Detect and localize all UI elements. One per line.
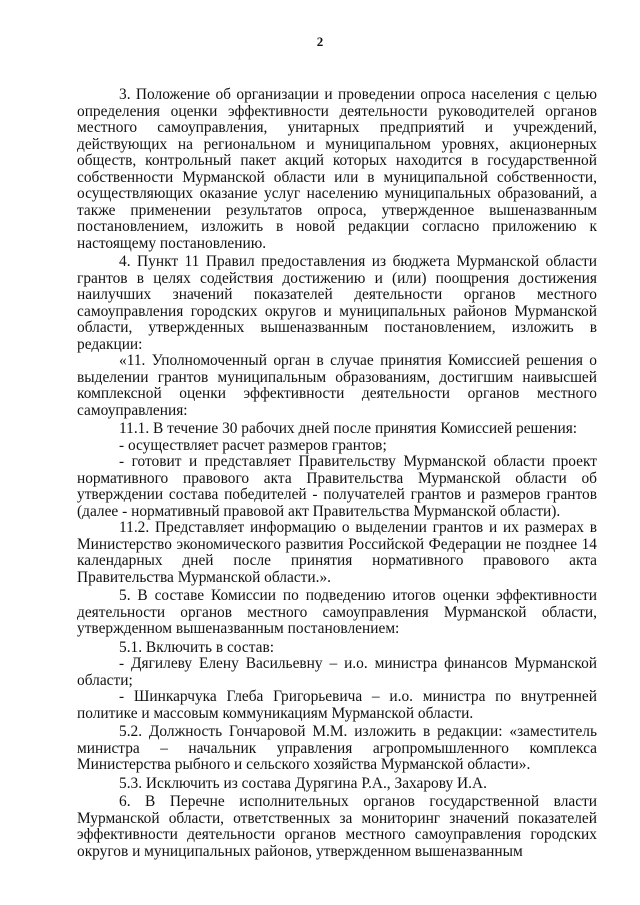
paragraph-5-2: 5.2. Должность Гончаровой М.М. изложить в редакции: «заместитель министра – начальник управления агропромышленного комплекса Министерства рыбного и сельского хозяйства Мурманской области». [77, 723, 597, 773]
paragraph-5-1-item-2: - Шинкарчука Глеба Григорьевича – и.о. министра по внутренней политике и массовым коммуникациям Мурманской области. [77, 688, 597, 722]
document-text [77, 87, 597, 860]
paragraph-4: 4. Пункт 11 Правил предоставления из бюджета Мурманской области грантов в целях содействия достижению и (или) поощрения достижения наилучших значений показателей деятельности органов местного самоуправления городских округов и муниципальных районов Мурманской области, утвержденных вышеназванным постановлением, изложить в редакции: [77, 253, 597, 353]
paragraph-5-3: 5.3. Исключить из состава Дурягина Р.А., Захарову И.А. [119, 774, 487, 792]
paragraph-11-1-item-2: - готовит и представляет Правительству Мурманской области проект нормативного правового акта Правительства Мурманской области об утверждении состава победителей - получателей грантов и размеров грантов (далее - нормативный правовой акт Правительства Мурманской области). [77, 453, 597, 520]
paragraph-6: 6. В Перечне исполнительных органов государственной власти Мурманской области, ответственных за мониторинг значений показателей эффективности деятельности органов местного самоуправления городских округов и муниципальных районов, утвержденном вышеназванным [77, 793, 597, 860]
paragraph-5-1: 5.1. Включить в состав: [119, 638, 274, 656]
paragraph-11-2: 11.2. Представляет информацию о выделении грантов и их размерах в Министерство экономического развития Российской Федерации не позднее 14 календарных дней после принятия нормативного правового акта Правительства Мурманской области.». [77, 519, 597, 586]
paragraph-rule-11: «11. Уполномоченный орган в случае принятия Комиссией решения о выделении грантов муниципальным образованиям, достигшим наивысшей комплексной оценки эффективности деятельности органов местного самоуправления: [77, 352, 597, 419]
paragraph-5-1-item-1: - Дягилеву Елену Васильевну – и.о. министра финансов Мурманской области; [77, 655, 597, 689]
paragraph-11-1-item-1: - осуществляет расчет размеров грантов; [119, 436, 387, 454]
paragraph-11-1: 11.1. В течение 30 рабочих дней после принятия Комиссией решения: [119, 420, 578, 437]
paragraph-5: 5. В составе Комиссии по подведению итогов оценки эффективности деятельности органов местного самоуправления Мурманской области, утвержденном вышеназванным постановлением: [77, 587, 597, 637]
page-number: 2 [316, 34, 324, 49]
paragraph-3: 3. Положение об организации и проведении опроса населения с целью определения оценки эффективности деятельности руководителей органов местного самоуправления, унитарных предприятий и учреждений, действующих на региональном и муниципальном уровнях, акционерных обществ, контрольный пакет акций которых находится в государственной собственности Мурманской области или в муниципальной собственности, осуществляющих оказание услуг населению муниципальных образований, а также применении результатов опроса, утвержденное вышеназванным постановлением, изложить в новой редакции согласно приложению к настоящему постановлению. [77, 86, 597, 252]
